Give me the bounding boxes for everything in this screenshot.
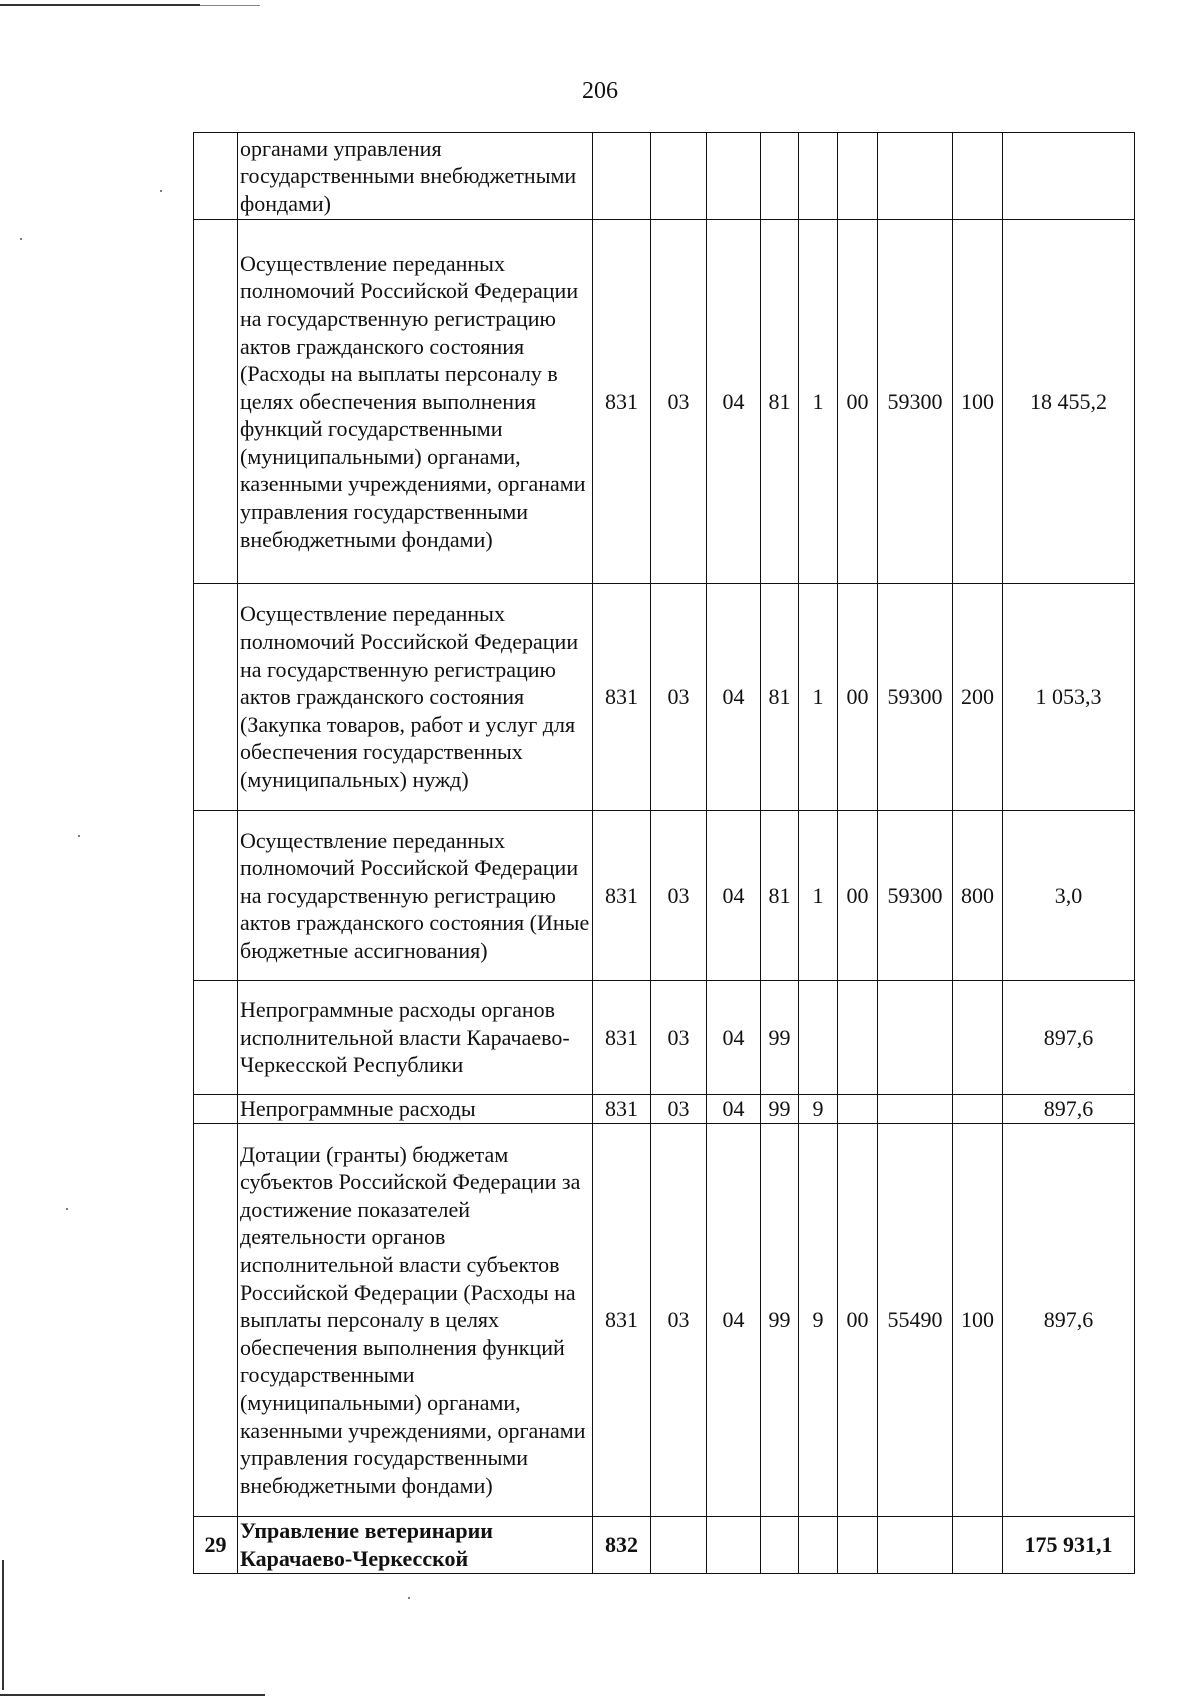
target-code-part [878, 133, 953, 220]
expense-type-code: 800 [953, 811, 1003, 981]
scan-speck [66, 1208, 68, 1210]
target-code-part [761, 133, 799, 220]
amount: 175 931,1 [1003, 1517, 1135, 1574]
section-code: 03 [651, 1124, 707, 1517]
target-code-part [838, 981, 878, 1095]
ved-code: 831 [593, 811, 651, 981]
target-code-part: 1 [799, 220, 838, 584]
amount: 18 455,2 [1003, 220, 1135, 584]
ved-code: 831 [593, 584, 651, 811]
scan-speck [408, 1597, 410, 1599]
ved-code: 831 [593, 220, 651, 584]
subsection-code: 04 [707, 584, 761, 811]
expense-type-code [953, 1517, 1003, 1574]
table-row [194, 1124, 1135, 1517]
section-code: 03 [651, 220, 707, 584]
target-code-part: 59300 [878, 220, 953, 584]
row-number [194, 133, 238, 220]
target-code-part: 00 [838, 220, 878, 584]
target-code-part [878, 1095, 953, 1124]
target-code-part: 81 [761, 584, 799, 811]
row-number [194, 1095, 238, 1124]
target-code-part: 99 [761, 1095, 799, 1124]
section-code [651, 133, 707, 220]
target-code-part: 1 [799, 584, 838, 811]
expense-type-code [953, 981, 1003, 1095]
section-code: 03 [651, 981, 707, 1095]
expense-type-code [953, 133, 1003, 220]
expense-name: Осуществление переданных полномочий Российской Федерации на государственную регистрацию актов гражданского состояния (Расходы на выплаты персоналу в целях обеспечения выполнения функций государственными (муниципальными) органами, казенными учреждениями, органами управления государственными внебюджетными фондами) [238, 220, 593, 584]
amount: 897,6 [1003, 1095, 1135, 1124]
target-code-part [799, 1517, 838, 1574]
target-code-part: 59300 [878, 584, 953, 811]
section-code: 03 [651, 584, 707, 811]
ved-code: 831 [593, 1095, 651, 1124]
subsection-code: 04 [707, 1124, 761, 1517]
target-code-part: 1 [799, 811, 838, 981]
target-code-part [878, 981, 953, 1095]
target-code-part [761, 1517, 799, 1574]
budget-table [193, 132, 1135, 1574]
ved-code [593, 133, 651, 220]
scan-speck [20, 238, 22, 240]
target-code-part: 81 [761, 811, 799, 981]
ved-code: 831 [593, 981, 651, 1095]
target-code-part [799, 981, 838, 1095]
subsection-code: 04 [707, 1095, 761, 1124]
table-row [194, 1095, 1135, 1124]
row-number [194, 811, 238, 981]
table-row [194, 220, 1135, 584]
amount [1003, 133, 1135, 220]
subsection-code: 04 [707, 811, 761, 981]
row-number: 29 [194, 1517, 238, 1574]
expense-name: Дотации (гранты) бюджетам субъектов Российской Федерации за достижение показателей деятельности органов исполнительной власти субъектов Российской Федерации (Расходы на выплаты персоналу в целях обеспечения выполнения функций государственными (муниципальными) органами, казенными учреждениями, органами управления государственными внебюджетными фондами) [238, 1124, 593, 1517]
subsection-code: 04 [707, 220, 761, 584]
subsection-code: 04 [707, 981, 761, 1095]
scan-speck [78, 835, 80, 837]
target-code-part: 55490 [878, 1124, 953, 1517]
target-code-part: 81 [761, 220, 799, 584]
scan-speck [160, 190, 162, 192]
amount: 1 053,3 [1003, 584, 1135, 811]
scan-artifact-line [2, 1560, 4, 1690]
expense-type-code: 200 [953, 584, 1003, 811]
target-code-part: 9 [799, 1095, 838, 1124]
table-row [194, 981, 1135, 1095]
expense-name: органами управления государственными внебюджетными фондами) [238, 133, 593, 220]
expense-type-code [953, 1095, 1003, 1124]
scan-artifact-line [200, 5, 260, 6]
expense-name: Непрограммные расходы органов исполнительной власти Карачаево-Черкесской Республики [238, 981, 593, 1095]
target-code-part [838, 133, 878, 220]
target-code-part: 00 [838, 811, 878, 981]
target-code-part: 99 [761, 981, 799, 1095]
target-code-part [838, 1095, 878, 1124]
table-row [194, 811, 1135, 981]
expense-type-code: 100 [953, 1124, 1003, 1517]
target-code-part [838, 1517, 878, 1574]
target-code-part: 9 [799, 1124, 838, 1517]
row-number [194, 584, 238, 811]
amount: 897,6 [1003, 981, 1135, 1095]
subsection-code [707, 1517, 761, 1574]
ved-code: 831 [593, 1124, 651, 1517]
row-number [194, 981, 238, 1095]
expense-name: Осуществление переданных полномочий Российской Федерации на государственную регистрацию актов гражданского состояния (Иные бюджетные ассигнования) [238, 811, 593, 981]
target-code-part [799, 133, 838, 220]
target-code-part: 00 [838, 1124, 878, 1517]
table-row [194, 133, 1135, 220]
subsection-code [707, 133, 761, 220]
page-number: 206 [582, 78, 618, 104]
section-code [651, 1517, 707, 1574]
ved-code: 832 [593, 1517, 651, 1574]
row-number [194, 1124, 238, 1517]
table-row [194, 1517, 1135, 1574]
target-code-part: 99 [761, 1124, 799, 1517]
scan-artifact-line [0, 4, 200, 6]
target-code-part: 59300 [878, 811, 953, 981]
expense-name: Непрограммные расходы [238, 1095, 593, 1124]
scan-artifact-line [0, 1694, 265, 1696]
amount: 897,6 [1003, 1124, 1135, 1517]
expense-type-code: 100 [953, 220, 1003, 584]
table-row [194, 584, 1135, 811]
amount: 3,0 [1003, 811, 1135, 981]
expense-name: Осуществление переданных полномочий Российской Федерации на государственную регистрацию актов гражданского состояния (Закупка товаров, работ и услуг для обеспечения государственных (муниципальных) нужд) [238, 584, 593, 811]
section-code: 03 [651, 1095, 707, 1124]
expense-name: Управление ветеринарии Карачаево-Черкесской [238, 1517, 593, 1574]
target-code-part [878, 1517, 953, 1574]
row-number [194, 220, 238, 584]
section-code: 03 [651, 811, 707, 981]
target-code-part: 00 [838, 584, 878, 811]
